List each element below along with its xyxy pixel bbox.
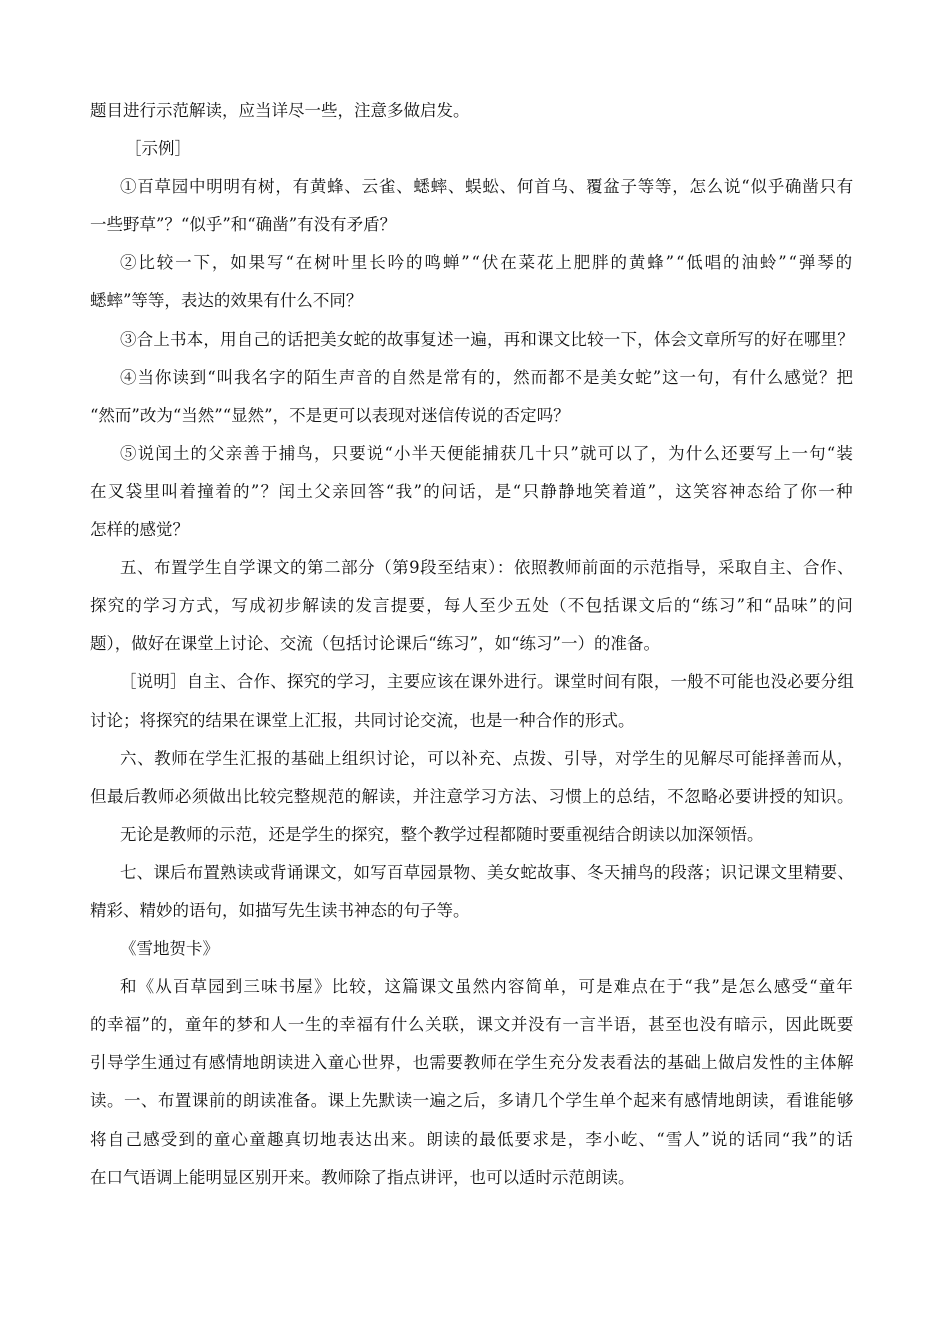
text-line: ⑤说闰土的父亲善于捕鸟，只要说“小半天便能捕获几十只”就可以了，为什么还要写上一句“装	[120, 444, 854, 463]
text-line: 五、布置学生自学课文的第二部分（第9段至结束）：依照教师前面的示范指导，采取自主、合作、	[120, 558, 854, 577]
text-line: 在叉袋里叫着撞着的”？闰土父亲回答“我”的问话，是“只静静地笑着道”，这笑容神态给了你一种	[90, 482, 854, 501]
text-line: ③合上书本，用自己的话把美女蛇的故事复述一遍，再和课文比较一下，体会文章所写的好在哪里？	[120, 330, 854, 349]
text-line: 七、课后布置熟读或背诵课文，如写百草园景物、美女蛇故事、冬天捕鸟的段落；识记课文里精要、	[120, 863, 854, 882]
text-line: 和《从百草园到三味书屋》比较，这篇课文虽然内容简单，可是难点在于“我”是怎么感受“童年	[120, 977, 854, 996]
text-line: 的幸福”的，童年的梦和人一生的幸福有什么关联，课文并没有一言半语，甚至也没有暗示，因此既要	[90, 1015, 854, 1034]
text-line: 六、教师在学生汇报的基础上组织讨论，可以补充、点拨、引导，对学生的见解尽可能择善而从，	[120, 749, 854, 768]
text-line: ④当你读到“叫我名字的陌生声音的自然是常有的，然而都不是美女蛇”这一句，有什么感觉？把	[120, 368, 854, 387]
text-line: 探究的学习方式，写成初步解读的发言提要，每人至少五处（不包括课文后的“练习”和“品味”的问	[90, 596, 854, 615]
text-line: 读。一、布置课前的朗读准备。课上先默读一遍之后，多请几个学生单个起来有感情地朗读，看谁能够	[90, 1091, 854, 1110]
text-line: 但最后教师必须做出比较完整规范的解读，并注意学习方法、习惯上的总结，不忽略必要讲授的知识。	[90, 787, 854, 806]
text-line: “然而”改为“当然”“显然”，不是更可以表现对迷信传说的否定吗？	[90, 406, 570, 425]
text-line: ①百草园中明明有树，有黄蜂、云雀、蟋蟀、蜈蚣、何首乌、覆盆子等等，怎么说“似乎确凿只有	[120, 177, 854, 196]
text-line: 精彩、精妙的语句，如描写先生读书神态的句子等。	[90, 901, 470, 920]
text-line: ②比较一下，如果写“在树叶里长吟的鸣蝉”“伏在菜花上肥胖的黄蜂”“低唱的油蛉”“弹琴的	[120, 253, 854, 272]
section-label-example: ［示例］	[125, 139, 191, 158]
text-line: 题目进行示范解读，应当详尽一些，注意多做启发。	[90, 101, 470, 120]
text-line: 无论是教师的示范，还是学生的探究，整个教学过程都随时要重视结合朗读以加深领悟。	[120, 825, 764, 844]
text-line: 引导学生通过有感情地朗读进入童心世界，也需要教师在学生充分发表看法的基础上做启发性的主体解	[90, 1053, 854, 1072]
text-line: 讨论；将探究的结果在课堂上汇报，共同讨论交流，也是一种合作的形式。	[90, 711, 635, 730]
text-line: 怎样的感觉？	[90, 520, 189, 539]
text-line: 一些野草”？“似乎”和“确凿”有没有矛盾？	[90, 215, 397, 234]
text-line: 将自己感受到的童心童趣真切地表达出来。朗读的最低要求是，李小屹、“雪人”说的话同“我”的话	[90, 1130, 854, 1149]
text-line: 题），做好在课堂上讨论、交流（包括讨论课后“练习”，如“练习”一）的准备。	[90, 634, 660, 653]
section-heading: 《雪地贺卡》	[120, 939, 219, 958]
text-line: 蟋蟀”等等，表达的效果有什么不同？	[90, 291, 363, 310]
text-line: ［说明］自主、合作、探究的学习，主要应该在课外进行。课堂时间有限，一般不可能也没必要分组	[120, 672, 854, 691]
text-line: 在口气语调上能明显区别开来。教师除了指点讲评，也可以适时示范朗读。	[90, 1168, 635, 1187]
